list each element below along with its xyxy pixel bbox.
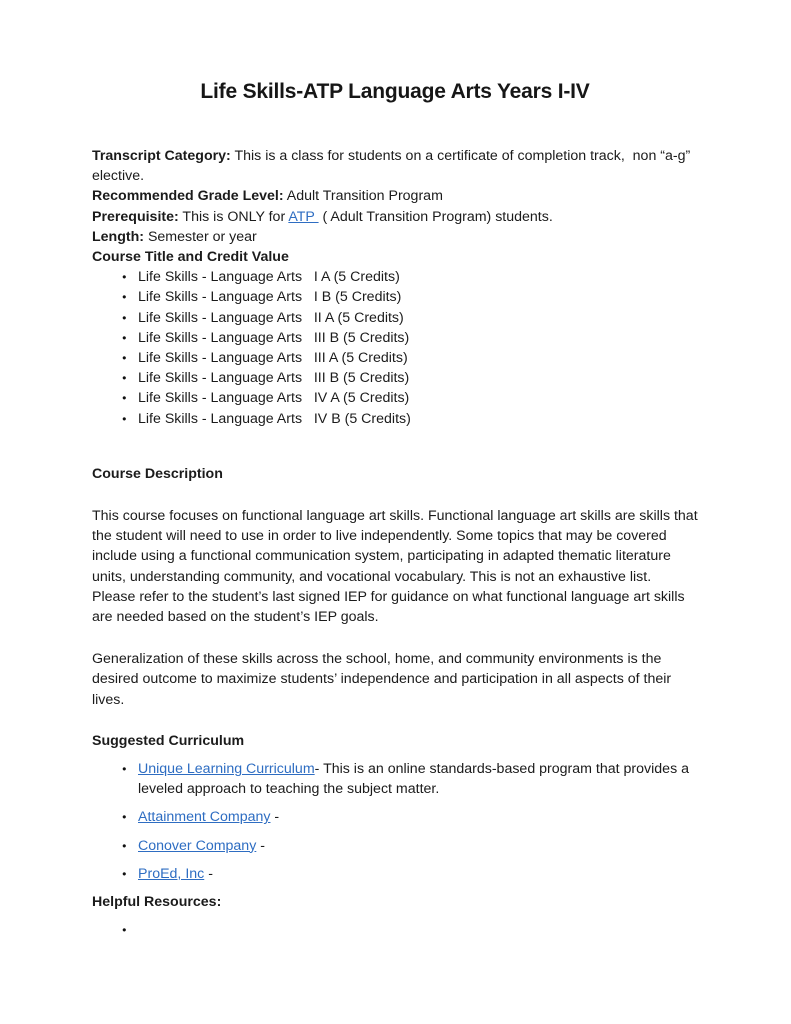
helpful-resources-heading: Helpful Resources: xyxy=(92,894,222,911)
page-title: Life Skills-ATP Language Arts Years I-IV xyxy=(200,80,590,103)
credit-value-heading: Course Title and Credit Value xyxy=(92,249,289,266)
prerequisite-label: Prerequisite: xyxy=(92,208,179,225)
bullet-icon: ● xyxy=(122,413,127,423)
grade-level-text: Adult Transition Program xyxy=(283,188,443,205)
course-item-text: Life Skills - Language Arts I A (5 Credits) xyxy=(138,269,400,286)
course-item xyxy=(122,348,698,368)
course-item xyxy=(122,388,698,408)
transcript-category-line xyxy=(92,146,698,186)
bullet-icon: ● xyxy=(122,764,127,774)
curriculum-item-description: - xyxy=(256,837,265,854)
atp-link[interactable]: ATP xyxy=(288,208,319,225)
course-item-text: Life Skills - Language Arts IV B (5 Credits) xyxy=(138,410,411,427)
curriculum-item-description: - xyxy=(204,865,213,882)
course-item xyxy=(122,368,698,388)
unique-learning-curriculum-link[interactable]: Unique Learning Curriculum xyxy=(138,761,315,778)
resource-item-text xyxy=(138,920,698,940)
course-item-text: Life Skills - Language Arts II A (5 Credits) xyxy=(138,309,404,326)
course-description-paragraph-1: This course focuses on functional language art skills. Functional language art skills are skills that the student will need to use in order to live independently. Some topics that may be covered include using a functional communication system, participating in adapted thematic literature units, understanding community, and vocational vocabulary. This is not an exhaustive list. Please refer to the student’s last signed IEP for guidance on what functional language art skills are needed based on the student’s IEP goals. xyxy=(92,508,702,626)
bullet-icon: ● xyxy=(122,840,127,850)
proed-inc-link[interactable]: ProEd, Inc xyxy=(138,865,205,882)
curriculum-item-text xyxy=(138,759,698,799)
bullet-icon: ● xyxy=(122,292,127,302)
course-item-text: Life Skills - Language Arts III B (5 Credits) xyxy=(138,370,410,387)
course-description-paragraph-2: Generalization of these skills across the school, home, and community environments is the desired outcome to maximize students’ independence and participation in all aspects of their lives. xyxy=(92,651,676,708)
curriculum-item xyxy=(122,864,698,884)
bullet-icon: ● xyxy=(122,393,127,403)
curriculum-item xyxy=(122,807,698,827)
suggested-curriculum-heading: Suggested Curriculum xyxy=(92,732,245,749)
curriculum-item-text xyxy=(138,864,698,884)
length-line xyxy=(92,227,698,247)
course-item-text: Life Skills - Language Arts IV A (5 Credits) xyxy=(138,390,410,407)
course-item xyxy=(122,409,698,429)
course-item xyxy=(122,267,698,287)
curriculum-item xyxy=(122,836,698,856)
bullet-icon: ● xyxy=(122,868,127,878)
course-item-text: Life Skills - Language Arts III B (5 Credits) xyxy=(138,329,410,346)
course-item xyxy=(122,328,698,348)
transcript-category-text: This is a class for students on a certificate of completion track, non “a-g” elective. xyxy=(92,148,695,185)
course-item xyxy=(122,308,698,328)
course-item xyxy=(122,287,698,307)
bullet-icon: ● xyxy=(122,812,127,822)
resource-item xyxy=(122,920,698,940)
length-label: Length: xyxy=(92,228,145,245)
length-text: Semester or year xyxy=(144,228,257,245)
course-item-text: Life Skills - Language Arts I B (5 Credits) xyxy=(138,289,402,306)
grade-level-line xyxy=(92,186,698,206)
bullet-icon: ● xyxy=(122,925,127,935)
bullet-icon: ● xyxy=(122,312,127,322)
prerequisite-text-after: ( Adult Transition Program) students. xyxy=(318,208,553,225)
curriculum-item-text xyxy=(138,836,698,856)
bullet-icon: ● xyxy=(122,373,127,383)
bullet-icon: ● xyxy=(122,272,127,282)
grade-level-label: Recommended Grade Level: xyxy=(92,188,284,205)
curriculum-item xyxy=(122,759,698,799)
curriculum-item-text xyxy=(138,807,698,827)
conover-company-link[interactable]: Conover Company xyxy=(138,837,257,854)
course-description-heading: Course Description xyxy=(92,465,223,482)
course-meta-block xyxy=(92,146,698,267)
curriculum-list xyxy=(92,759,698,884)
prerequisite-text-before: This is ONLY for xyxy=(178,208,289,225)
course-item-text: Life Skills - Language Arts III A (5 Credits) xyxy=(138,350,408,367)
curriculum-item-description: - xyxy=(270,809,280,826)
prerequisite-line xyxy=(92,207,698,227)
helpful-resources-list xyxy=(92,920,698,940)
attainment-company-link[interactable]: Attainment Company xyxy=(138,809,271,826)
transcript-category-label: Transcript Category: xyxy=(92,148,231,164)
bullet-icon: ● xyxy=(122,332,127,342)
bullet-icon: ● xyxy=(122,353,127,363)
course-list xyxy=(92,267,698,429)
curriculum-item-description: - This is an online standards-based program that provides a leveled approach to teaching the subject matter. xyxy=(138,761,693,798)
